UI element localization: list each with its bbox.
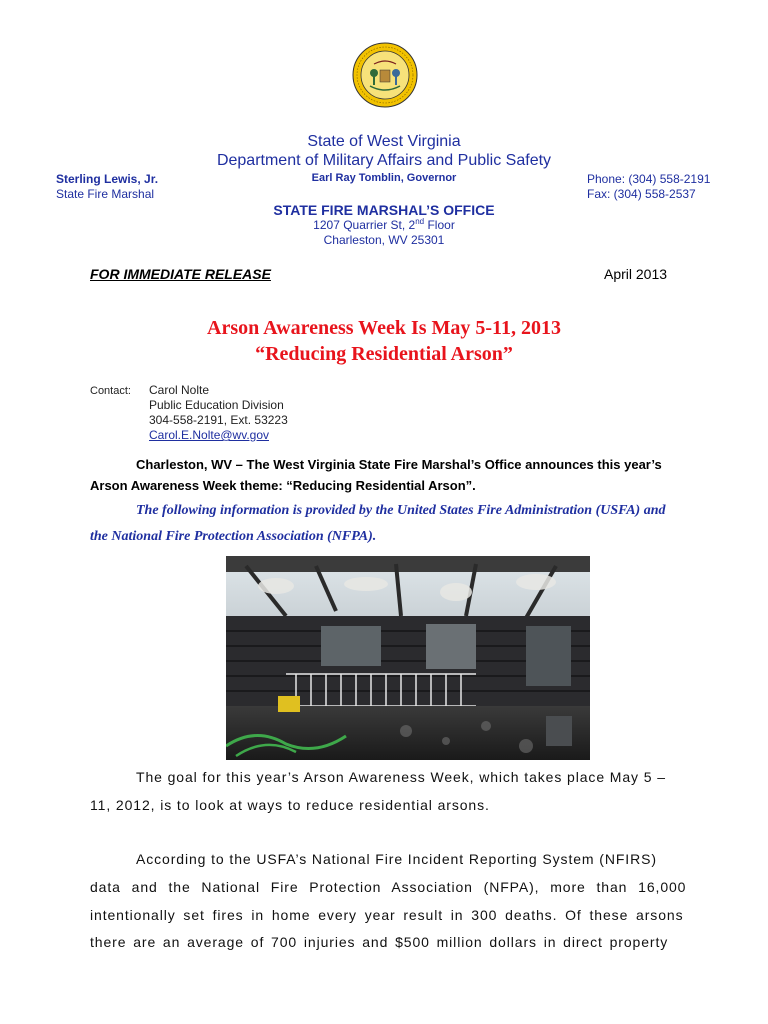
office-city: Charleston, WV 25301 [323,233,445,247]
release-label: FOR IMMEDIATE RELEASE [90,266,271,282]
burned-house-photo [226,556,590,760]
department-name: Department of Military Affairs and Public Safety [216,152,552,169]
fire-marshal-name: Sterling Lewis, Jr. [56,172,159,186]
contact-division: Public Education Division [149,398,284,412]
state-name: State of West Virginia [307,133,461,150]
state-seal-icon [352,42,418,108]
release-date: April 2013 [604,266,668,282]
street-text: 1207 Quarrier St, 2 [313,218,416,232]
statistics-paragraph-line: According to the USFA’s National Fire Incident Reporting System (NFIRS) [136,851,657,867]
street-ordinal: nd [415,217,425,226]
headline-title: Arson Awareness Week Is May 5-11, 2013 [207,317,561,339]
office-phone: Phone: (304) 558-2191 [587,172,711,186]
lead-paragraph-line: Arson Awareness Week theme: “Reducing Residential Arson”. [90,478,476,493]
contact-email-link[interactable]: Carol.E.Nolte@wv.gov [149,428,269,442]
contact-phone: 304-558-2191, Ext. 53223 [149,413,288,427]
contact-label: Contact: [90,385,131,397]
street-floor: Floor [424,218,455,232]
office-fax: Fax: (304) 558-2537 [587,187,696,201]
statistics-paragraph-line: there are an average of 700 injuries and $500 million dollars in direct property [90,934,669,950]
goal-paragraph-line: The goal for this year’s Arson Awareness Week, which takes place May 5 – [136,769,666,785]
statistics-paragraph-line: data and the National Fire Protection Association (NFPA), more than 16,000 [90,879,687,895]
office-street-address [0,218,768,232]
statistics-paragraph-line: intentionally set fires in home every year result in 300 deaths. Of these arsons [90,907,684,923]
fire-marshal-title: State Fire Marshal [56,187,155,201]
goal-paragraph-line: 11, 2012, is to look at ways to reduce residential arsons. [90,797,490,813]
contact-name: Carol Nolte [149,383,210,397]
office-name: STATE FIRE MARSHAL’S OFFICE [273,202,495,218]
info-paragraph-line: the National Fire Protection Association (NFPA). [90,529,377,544]
info-paragraph-line: The following information is provided by the United States Fire Administration (USFA) and [136,503,666,518]
governor-name: Earl Ray Tomblin, Governor [311,172,457,184]
headline-theme: “Reducing Residential Arson” [255,343,513,365]
lead-paragraph-line: Charleston, WV – The West Virginia State Fire Marshal’s Office announces this year’s [136,457,662,472]
